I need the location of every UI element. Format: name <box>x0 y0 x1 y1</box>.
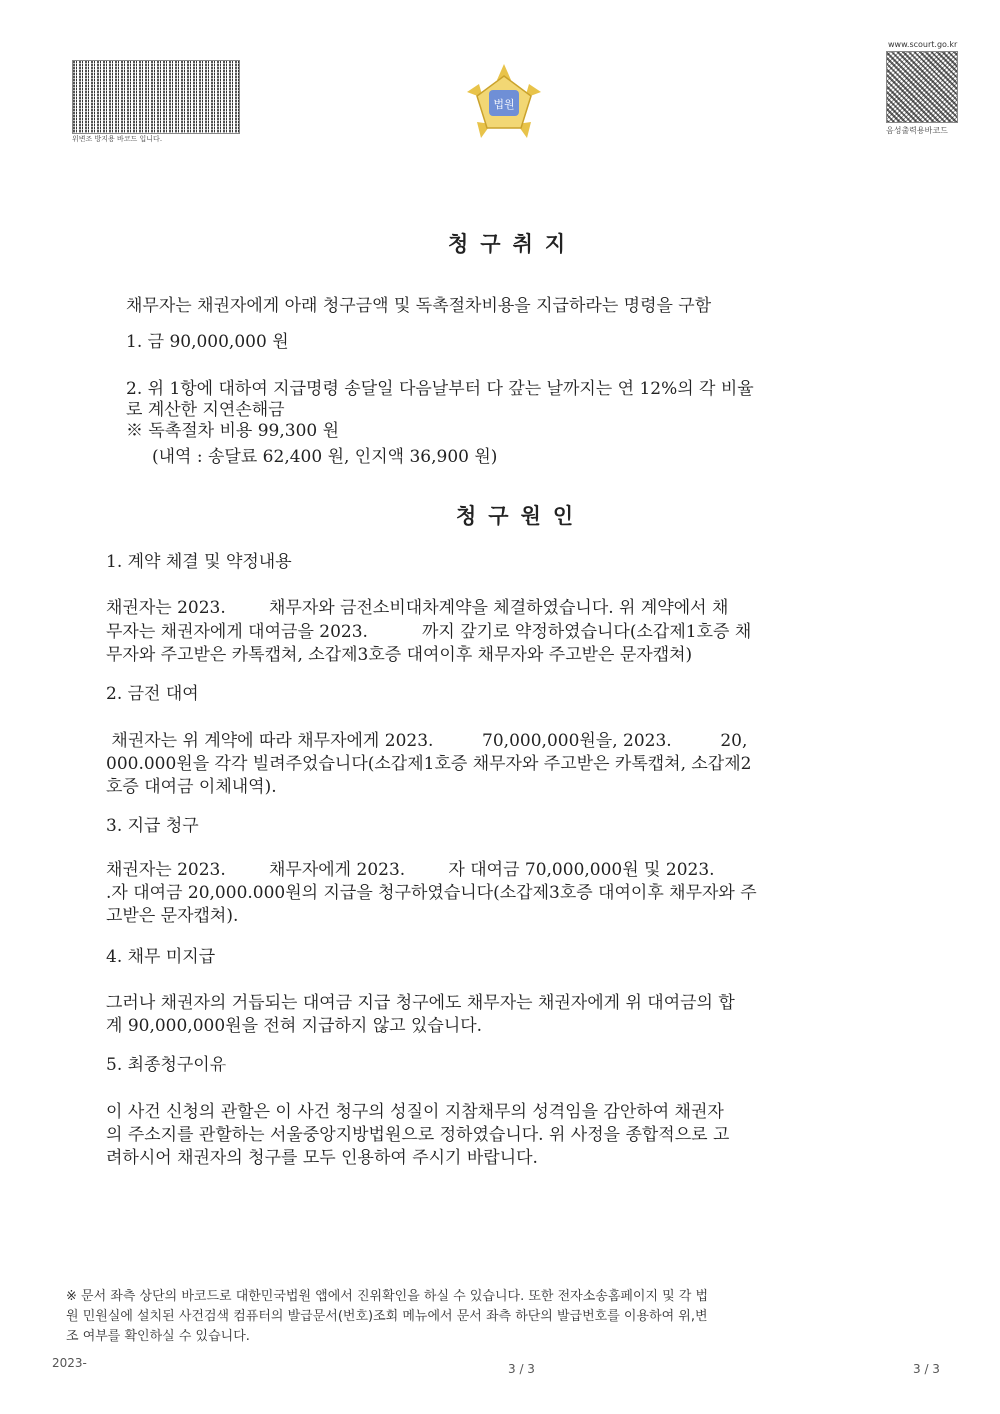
footer-note-line1: ※ 문서 좌측 상단의 바코드로 대한민국법원 앱에서 진위확인을 하실 수 있습니다. 또한 전자소송홈페이지 및 각 법 <box>66 1289 709 1304</box>
section-5-heading: 5. 최종청구이유 <box>106 1055 227 1075</box>
section-2-line2: 000.000원을 각각 빌려주었습니다(소갑제1호증 채무자와 주고받은 카톡캡쳐, 소갑제2 <box>106 754 752 774</box>
section-4-line2: 계 90,000,000원을 전혀 지급하지 않고 있습니다. <box>106 1016 483 1036</box>
court-seal-icon <box>463 62 545 144</box>
section-5-line2: 의 주소지를 관할하는 서울중앙지방법원으로 정하였습니다. 위 사정을 종합적으로 고 <box>106 1125 730 1145</box>
section-1-heading: 1. 계약 체결 및 약정내용 <box>106 552 292 572</box>
claim-item-2-line1: 2. 위 1항에 대하여 지급명령 송달일 다음날부터 다 갚는 날까지는 연 12%의 각 비율 <box>126 379 754 399</box>
claim-cause-title: 청구원인 <box>456 503 586 528</box>
section-1-line3: 무자와 주고받은 카톡캡쳐, 소갑제3호증 대여이후 채무자와 주고받은 문자캡쳐) <box>106 645 693 665</box>
section-2-line3: 호증 대여금 이체내역). <box>106 777 277 797</box>
claim-item-2-line2: 로 계산한 지연손해금 <box>126 400 285 420</box>
section-3-line3: 고받은 문자캡쳐). <box>106 906 239 926</box>
voice-output-barcode <box>886 51 958 123</box>
section-3-heading: 3. 지급 청구 <box>106 816 199 836</box>
claim-purpose-intro: 채무자는 채권자에게 아래 청구금액 및 독촉절차비용을 지급하라는 명령을 구함 <box>126 296 712 316</box>
page-number-center: 3 / 3 <box>508 1362 535 1376</box>
footer-note-line3: 조 여부를 확인하실 수 있습니다. <box>66 1329 250 1344</box>
section-2-heading: 2. 금전 대여 <box>106 684 199 704</box>
footer-note-line2: 원 민원실에 설치된 사건검색 컴퓨터의 발급문서(번호)조회 메뉴에서 문서 좌측 하단의 발급번호를 이용하여 위,변 <box>66 1309 708 1324</box>
procedure-cost-detail: (내역 : 송달료 62,400 원, 인지액 36,900 원) <box>152 447 498 467</box>
claim-purpose-title: 청구취지 <box>448 231 578 256</box>
issue-number: 2023- <box>52 1356 87 1370</box>
seal-text: 법원 <box>493 98 515 111</box>
verification-barcode <box>72 60 240 134</box>
section-2-line1: 채권자는 위 계약에 따라 채무자에게 2023. 70,000,000원을, 2023. 20, <box>106 731 748 751</box>
barcode-caption: 위변조 방지용 바코드 입니다. <box>72 135 163 143</box>
section-1-line1: 채권자는 2023. 채무자와 금전소비대차계약을 체결하였습니다. 위 계약에서 채 <box>106 598 729 618</box>
section-3-line2: .자 대여금 20,000.000원의 지급을 청구하였습니다(소갑제3호증 대여이후 채무자와 주 <box>106 883 757 903</box>
procedure-cost: ※ 독촉절차 비용 99,300 원 <box>126 421 340 441</box>
site-url: www.scourt.go.kr <box>888 40 958 49</box>
qr-caption: 음성출력용바코드 <box>886 126 948 135</box>
claim-item-1: 1. 금 90,000,000 원 <box>126 332 289 352</box>
section-4-line1: 그러나 채권자의 거듭되는 대여금 지급 청구에도 채무자는 채권자에게 위 대여금의 합 <box>106 993 735 1013</box>
section-1-line2: 무자는 채권자에게 대여금을 2023. 까지 갚기로 약정하였습니다(소갑제1호증 채 <box>106 622 752 642</box>
section-5-line3: 려하시어 채권자의 청구를 모두 인용하여 주시기 바랍니다. <box>106 1148 538 1168</box>
section-3-line1: 채권자는 2023. 채무자에게 2023. 자 대여금 70,000,000원 및 2023. <box>106 860 715 880</box>
section-4-heading: 4. 채무 미지급 <box>106 947 216 967</box>
page-number-right: 3 / 3 <box>913 1362 940 1376</box>
section-5-line1: 이 사건 신청의 관할은 이 사건 청구의 성질이 지참채무의 성격임을 감안하여 채권자 <box>106 1102 724 1122</box>
